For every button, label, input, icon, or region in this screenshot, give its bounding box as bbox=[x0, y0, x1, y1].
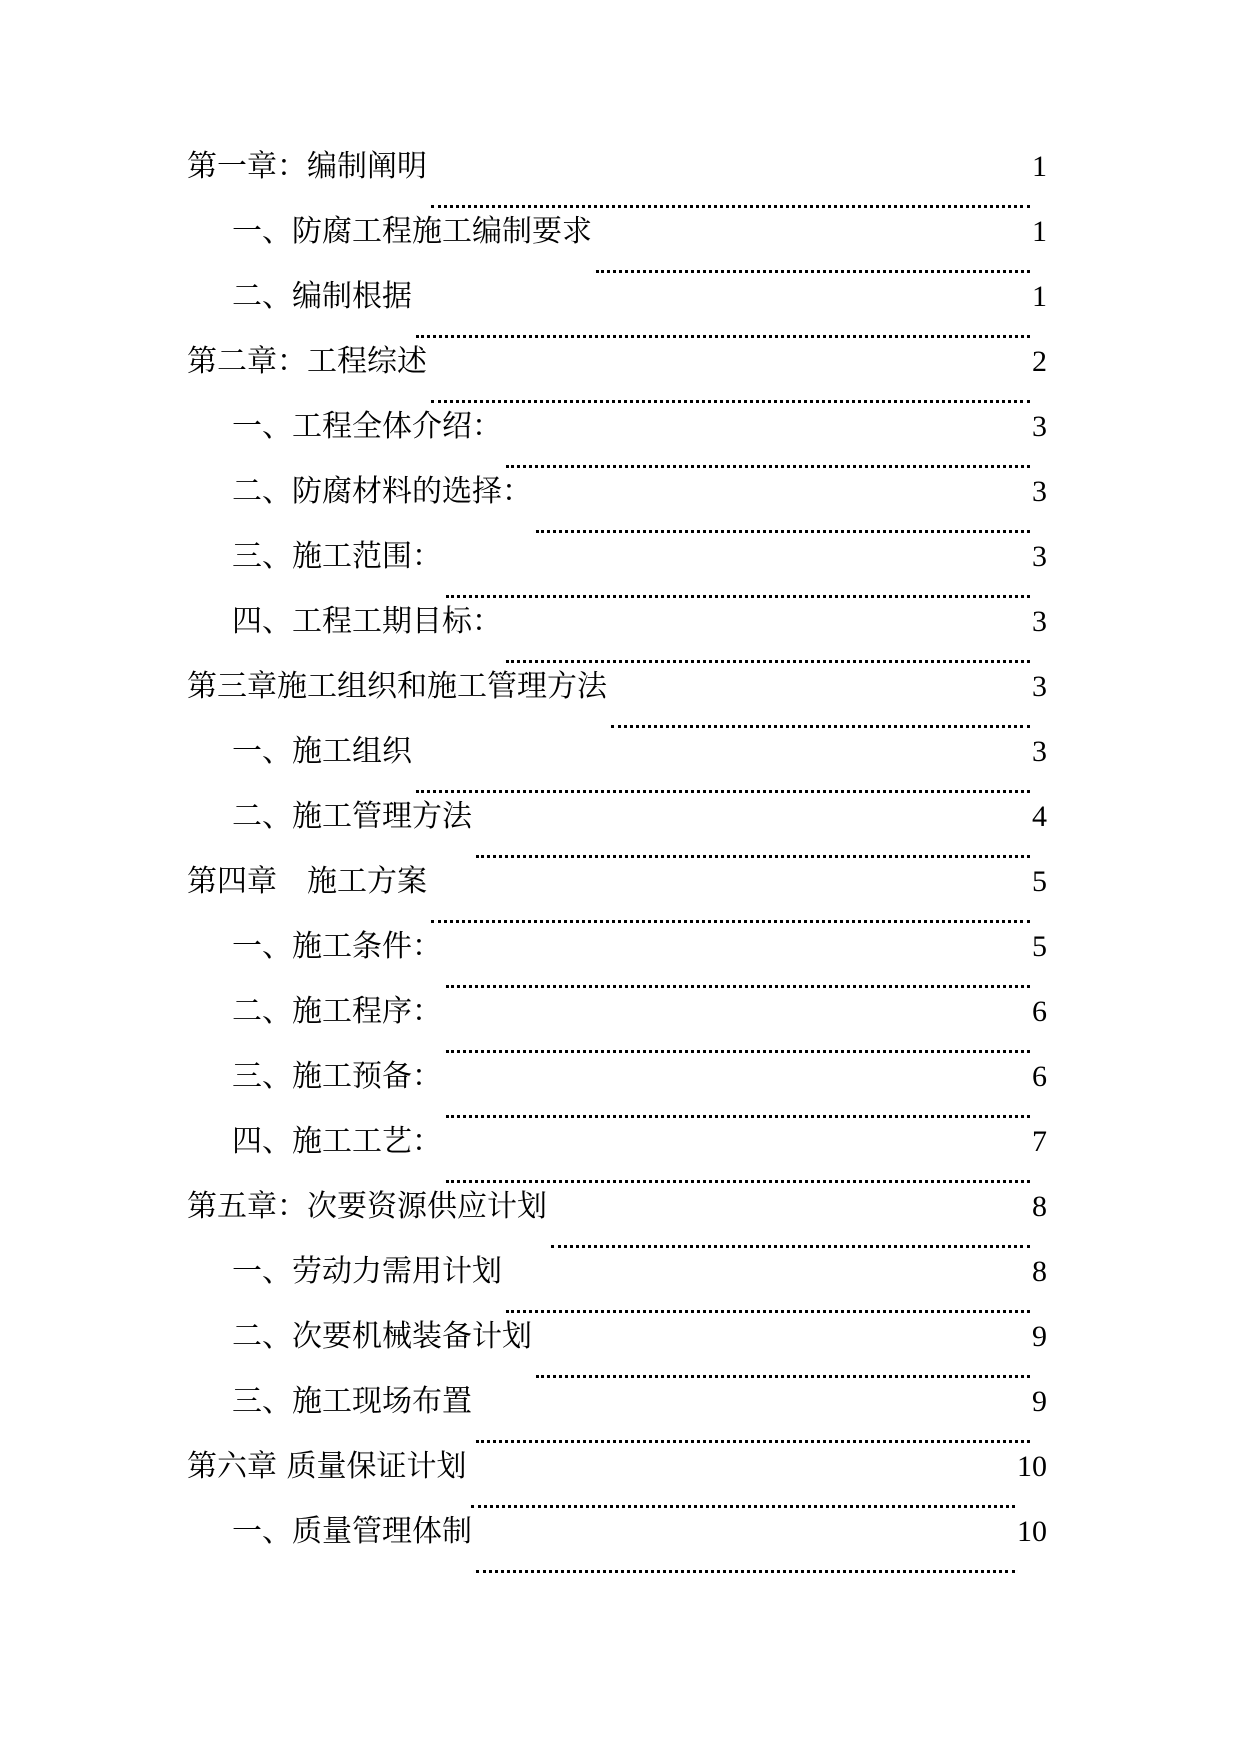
toc-section-entry[interactable] bbox=[187, 409, 1047, 477]
toc-dot-leader bbox=[506, 660, 1030, 663]
toc-chapter-entry[interactable] bbox=[187, 1449, 1047, 1517]
toc-entry-title: 一、防腐工程施工编制要求 bbox=[232, 214, 592, 249]
toc-dot-leader bbox=[506, 465, 1030, 468]
toc-section-entry[interactable] bbox=[187, 1059, 1047, 1127]
toc-dot-leader bbox=[476, 1570, 1015, 1573]
toc-entry-title: 二、次要机械装备计划 bbox=[232, 1319, 532, 1354]
toc-entry-title: 二、施工管理方法 bbox=[232, 799, 472, 834]
toc-section-entry[interactable] bbox=[187, 1384, 1047, 1452]
toc-entry-title: 二、施工程序： bbox=[232, 994, 442, 1029]
toc-entry-title: 一、质量管理体制 bbox=[232, 1514, 472, 1549]
toc-dot-leader bbox=[476, 855, 1030, 858]
toc-dot-leader bbox=[446, 1050, 1030, 1053]
toc-page-number: 3 bbox=[1032, 670, 1047, 703]
toc-section-entry[interactable] bbox=[187, 539, 1047, 607]
toc-entry-title: 三、施工范围： bbox=[232, 539, 442, 574]
toc-entry-title: 一、施工条件： bbox=[232, 929, 442, 964]
toc-dot-leader bbox=[551, 1245, 1030, 1248]
toc-dot-leader bbox=[446, 1180, 1030, 1183]
toc-entry-title: 第六章 质量保证计划 bbox=[187, 1449, 467, 1484]
toc-dot-leader bbox=[471, 1505, 1015, 1508]
toc-chapter-entry[interactable] bbox=[187, 1189, 1047, 1257]
toc-section-entry[interactable] bbox=[187, 214, 1047, 282]
toc-dot-leader bbox=[446, 985, 1030, 988]
toc-dot-leader bbox=[416, 335, 1030, 338]
toc-entry-title: 第五章：次要资源供应计划 bbox=[187, 1189, 547, 1224]
toc-section-entry[interactable] bbox=[187, 279, 1047, 347]
toc-page-number: 9 bbox=[1032, 1385, 1047, 1418]
toc-entry-title: 一、劳动力需用计划 bbox=[232, 1254, 502, 1289]
toc-page-number: 8 bbox=[1032, 1190, 1047, 1223]
table-of-contents bbox=[187, 149, 1047, 1582]
toc-page-number: 1 bbox=[1032, 150, 1047, 183]
toc-dot-leader bbox=[611, 725, 1030, 728]
toc-entry-title: 三、施工预备： bbox=[232, 1059, 442, 1094]
toc-section-entry[interactable] bbox=[187, 1124, 1047, 1192]
toc-dot-leader bbox=[446, 595, 1030, 598]
toc-dot-leader bbox=[431, 920, 1030, 923]
toc-section-entry[interactable] bbox=[187, 604, 1047, 672]
toc-dot-leader bbox=[536, 1375, 1030, 1378]
toc-entry-title: 三、施工现场布置 bbox=[232, 1384, 472, 1419]
toc-page-number: 8 bbox=[1032, 1255, 1047, 1288]
toc-section-entry[interactable] bbox=[187, 1319, 1047, 1387]
toc-section-entry[interactable] bbox=[187, 799, 1047, 867]
toc-entry-title: 一、工程全体介绍： bbox=[232, 409, 502, 444]
toc-entry-title: 二、编制根据 bbox=[232, 279, 412, 314]
toc-entry-title: 四、施工工艺： bbox=[232, 1124, 442, 1159]
toc-page-number: 5 bbox=[1032, 865, 1047, 898]
toc-section-entry[interactable] bbox=[187, 1254, 1047, 1322]
toc-chapter-entry[interactable] bbox=[187, 864, 1047, 932]
toc-page-number: 4 bbox=[1032, 800, 1047, 833]
toc-section-entry[interactable] bbox=[187, 474, 1047, 542]
toc-page-number: 2 bbox=[1032, 345, 1047, 378]
toc-page-number: 3 bbox=[1032, 735, 1047, 768]
toc-section-entry[interactable] bbox=[187, 929, 1047, 997]
toc-page-number: 3 bbox=[1032, 475, 1047, 508]
toc-page-number: 7 bbox=[1032, 1125, 1047, 1158]
toc-entry-title: 第二章：工程综述 bbox=[187, 344, 427, 379]
toc-dot-leader bbox=[536, 530, 1030, 533]
toc-dot-leader bbox=[446, 1115, 1030, 1118]
toc-section-entry[interactable] bbox=[187, 1514, 1047, 1582]
toc-page-number: 1 bbox=[1032, 280, 1047, 313]
toc-section-entry[interactable] bbox=[187, 734, 1047, 802]
toc-entry-title: 第三章施工组织和施工管理方法 bbox=[187, 669, 607, 704]
toc-chapter-entry[interactable] bbox=[187, 669, 1047, 737]
toc-section-entry[interactable] bbox=[187, 994, 1047, 1062]
toc-entry-title: 第一章：编制阐明 bbox=[187, 149, 427, 184]
toc-page-number: 3 bbox=[1032, 605, 1047, 638]
toc-page-number: 9 bbox=[1032, 1320, 1047, 1353]
toc-page-number: 6 bbox=[1032, 1060, 1047, 1093]
toc-dot-leader bbox=[416, 790, 1030, 793]
toc-chapter-entry[interactable] bbox=[187, 149, 1047, 217]
toc-dot-leader bbox=[476, 1440, 1030, 1443]
toc-dot-leader bbox=[596, 270, 1030, 273]
toc-page-number: 5 bbox=[1032, 930, 1047, 963]
toc-page-number: 6 bbox=[1032, 995, 1047, 1028]
toc-entry-title: 一、施工组织 bbox=[232, 734, 412, 769]
toc-page-number: 1 bbox=[1032, 215, 1047, 248]
toc-page-number: 3 bbox=[1032, 540, 1047, 573]
toc-dot-leader bbox=[431, 400, 1030, 403]
toc-page-number: 10 bbox=[1017, 1515, 1047, 1548]
toc-entry-title: 第四章 施工方案 bbox=[187, 864, 427, 899]
toc-chapter-entry[interactable] bbox=[187, 344, 1047, 412]
toc-dot-leader bbox=[506, 1310, 1030, 1313]
toc-entry-title: 二、防腐材料的选择： bbox=[232, 474, 532, 509]
toc-dot-leader bbox=[431, 205, 1030, 208]
toc-entry-title: 四、工程工期目标： bbox=[232, 604, 502, 639]
toc-page-number: 10 bbox=[1017, 1450, 1047, 1483]
toc-page-number: 3 bbox=[1032, 410, 1047, 443]
